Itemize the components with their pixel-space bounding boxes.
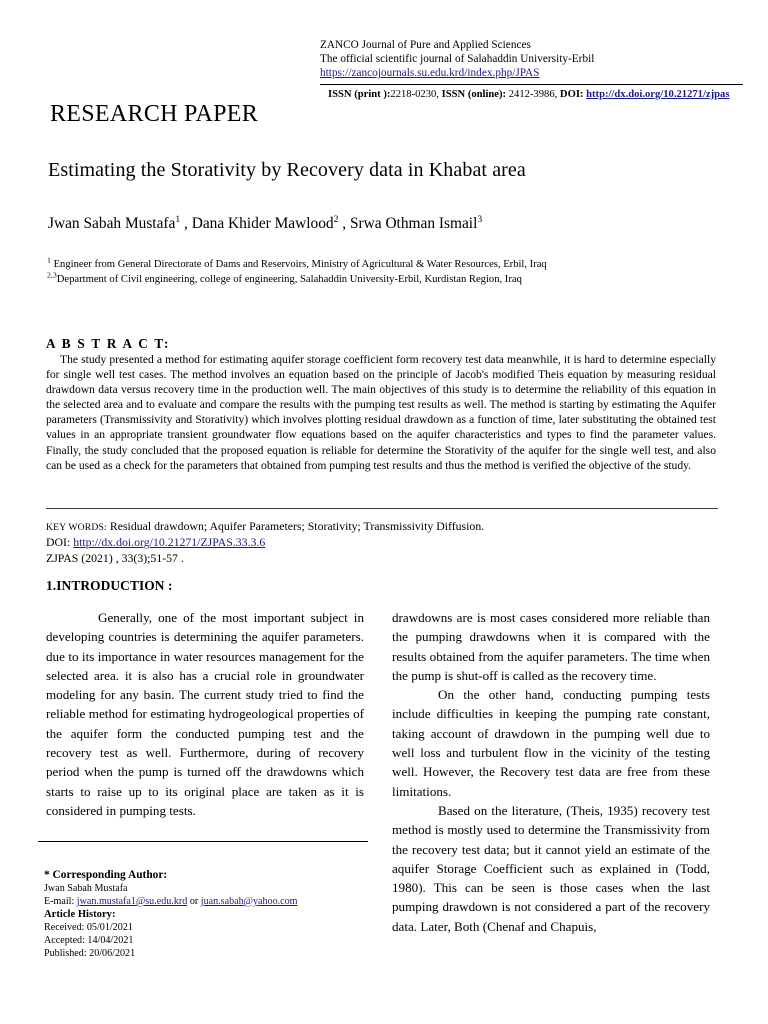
author-affiliation-marker: 1 [175, 213, 181, 225]
issn-doi-label: DOI: [559, 89, 587, 100]
corresponding-author-email-line [44, 896, 384, 909]
masthead-doi-link[interactable]: http://dx.doi.org/10.21271/zjpas [586, 89, 730, 100]
author-list: Jwan Sabah Mustafa$^1$ , Dana Khider Mawlood$^2$ , Srwa Othman Ismail$^3$ [48, 213, 483, 232]
journal-masthead [320, 38, 744, 81]
keywords-label: KEY WORDS: [46, 522, 107, 533]
email-link-secondary[interactable]: juan.sabah@yahoo.com [200, 895, 298, 907]
page-title: Estimating the Storativity by Recovery data in Khabat area [48, 159, 526, 181]
corresponding-author-block [44, 868, 384, 961]
article-doi-line [46, 535, 686, 550]
abstract-divider [46, 508, 718, 509]
affiliation-text: Engineer from General Directorate of Dams and Reservoirs, Ministry of Agricultural & Water Resources, Erbil, Iraq [53, 259, 547, 270]
paper-type-label: RESEARCH PAPER [50, 101, 259, 127]
corresponding-author-name: Jwan Sabah Mustafa [44, 883, 128, 894]
section-heading-introduction: 1.INTRODUCTION : [46, 578, 173, 593]
body-paragraph: Based on the literature, (Theis, 1935) recovery test method is mostly used to determine the Transmissivity from the recovery test data; but it cannot yield an estimate of the aquifer Storage Coefficient such as explained in (Todd, 1980). This can be seen is those cases when the last pumping drawdown is not considered a part of the recovery data. Later, Both (Chenaf and Chapuis, [392, 802, 710, 934]
issn-doi-line [328, 88, 748, 101]
author-name: Jwan Sabah Mustafa [48, 215, 176, 232]
abstract-paragraph: The study presented a method for estimating aquifer storage coefficient form recovery test data meanwhile, it is hard to determine especially for single well test cases. The method involves an equation based on the principle of Jacob's modified Theis equation by measuring residual drawdown data versus recovery time in the production well. The main objectives of this study is to determine the reliability of this equation in the selected area and to evaluate and compare the results with the pumping test results as well. The method is starting by estimating the Aquifer parameters (Transmissivity and Storativity) which involves plotting residual drawdown as a function of time, later substituting the obtained test values in an appropriate transient groundwater flow equations based on the aquifer characteristics and types to find the parameter values. Finally, the study concluded that the proposed equation is reliable for determine the Storativity of the aquifer for the single well test, and also can be used as a check for the parameters that obtained from pumping test results and thus the method is verified the objective of the study. [46, 353, 716, 472]
citation-line: ZJPAS (2021) , 33(3);51-57 . [46, 550, 184, 565]
email-link-primary[interactable]: jwan.mustafa1@su.edu.krd [76, 895, 188, 907]
body-paragraph: Generally, one of the most important subject in developing countries is determining the aquifer parameters. due to its importance in water resources management for the selected area. it is also has a crucial role in groundwater modeling for any basin. The current study tried to find the reliable method for estimating hydrogeological properties of the aquifer form the conducted pumping test and the recovery test as well. Furthermore, during of recovery period when the pump is turned off the drawdowns which starts to raise up to its original place are taken as it is considered in pumping tests. [46, 610, 364, 818]
affiliation-item [47, 255, 717, 273]
abstract-text [46, 352, 716, 473]
author-name: Srwa Othman Ismail [349, 215, 478, 232]
journal-subtitle: The official scientific journal of Salahaddin University-Erbil [320, 53, 595, 66]
body-column-left [46, 608, 364, 820]
abstract-heading: A B S T R A C T: [46, 336, 171, 351]
footnote-divider [38, 841, 368, 842]
article-doi-label: DOI: [46, 535, 71, 550]
body-column-right [392, 608, 710, 936]
affiliation-item [47, 270, 717, 288]
masthead-divider [320, 84, 743, 85]
author-affiliation-marker: 2 [333, 213, 339, 225]
keywords-values: Residual drawdown; Aquifer Parameters; Storativity; Transmissivity Diffusion. [109, 519, 485, 533]
email-separator: or [187, 895, 201, 907]
journal-url-link[interactable]: https://zancojournals.su.edu.krd/index.php/JPAS [320, 67, 540, 80]
article-doi-link[interactable]: http://dx.doi.org/10.21271/ZJPAS.33.3.6 [73, 535, 266, 550]
keywords-section [46, 519, 686, 566]
article-published-date: Published: 20/06/2021 [44, 947, 136, 959]
email-label: E-mail: [44, 895, 77, 907]
corresponding-author-title: * Corresponding Author: [44, 869, 168, 881]
issn-print-value: 2218-0230, [390, 89, 442, 100]
article-accepted-date: Accepted: 14/04/2021 [44, 935, 134, 947]
body-paragraph: On the other hand, conducting pumping tests include difficulties in keeping the pumping rate constant, taking account of drawdown in the pumping well due to well loss and turbulent flow in the vicinity of the testing well. However, the Recovery test data are free from these limitations. [392, 687, 710, 799]
affiliation-marker: 1 [47, 255, 51, 265]
article-history-title: Article History: [44, 909, 116, 921]
affiliation-text: Department of Civil engineering, college of engineering, Salahaddin University-Erbil, Kurdistan Region, Iraq [56, 273, 522, 285]
issn-online-value: 2412-3986, [508, 89, 560, 100]
article-received-date: Received: 05/01/2021 [44, 922, 133, 934]
body-paragraph: drawdowns are is most cases considered more reliable than the pumping drawdowns when it is compared with the results obtained from the aquifer parameters. The time when the pump is shut-off is called as the recovery time. [392, 610, 710, 683]
journal-name: ZANCO Journal of Pure and Applied Sciences [320, 39, 531, 51]
author-affiliation-marker: 3 [477, 213, 483, 225]
issn-print-label: ISSN (print ): [328, 89, 391, 100]
author-name: Dana Khider Mawlood [191, 215, 334, 232]
issn-online-label: ISSN (online): [441, 89, 509, 100]
affiliation-list [47, 255, 717, 287]
affiliation-marker: 2,3 [47, 270, 57, 280]
keywords-line [46, 519, 686, 535]
